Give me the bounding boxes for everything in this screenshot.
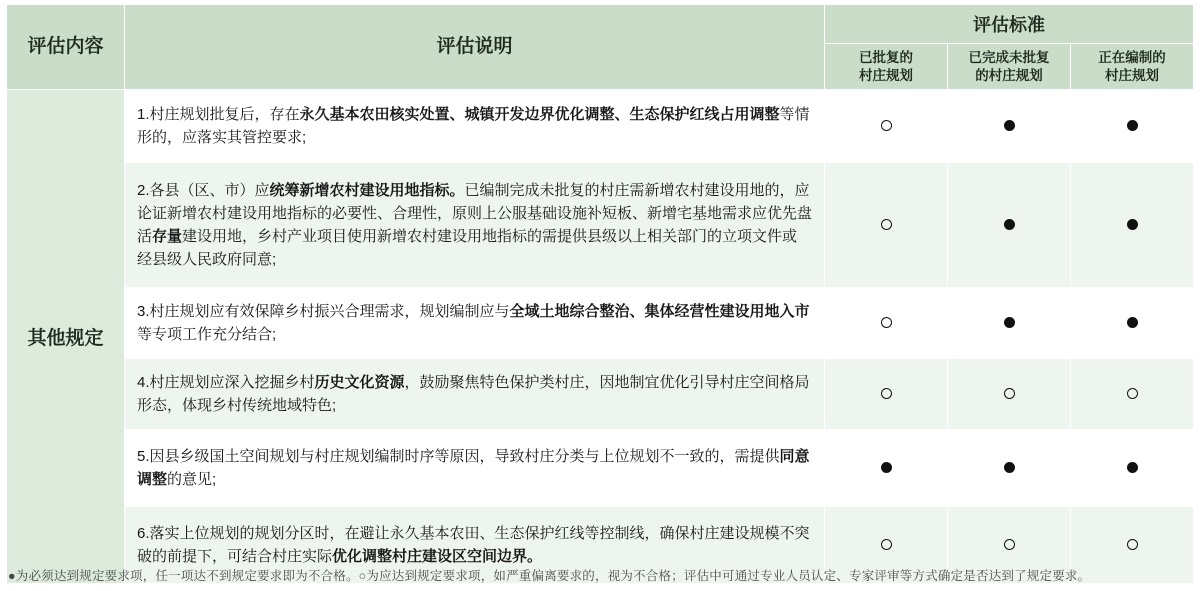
- row-mark: [1071, 90, 1194, 163]
- row-mark: [825, 430, 948, 507]
- row-description: 2.各县（区、市）应统筹新增农村建设用地指标。已编制完成未批复的村庄需新增农村建设用地的，应论证新增农村建设用地指标的必要性、合理性，原则上公服基础设施补短板、新增宅基地需求应优先盘活存量建设用地，乡村产业项目使用新增农村建设用地指标的需提供县级以上相关部门的立项文件或经县级人民政府同意;: [125, 163, 825, 288]
- header-eval-description: 评估说明: [125, 5, 825, 90]
- table-row: [7, 90, 1194, 163]
- header-standard-approved-line1: 已批复的: [859, 50, 913, 65]
- row-mark: [948, 430, 1071, 507]
- header-standard-completed-unapproved-line2: 的村庄规划: [975, 67, 1043, 83]
- hollow-circle-icon: [1004, 539, 1015, 550]
- row-mark: [1071, 163, 1194, 288]
- document-page: [0, 4, 1200, 591]
- row-mark: [948, 359, 1071, 430]
- filled-circle-icon: [1004, 219, 1015, 230]
- row-mark: [948, 288, 1071, 359]
- row-description: 3.村庄规划应有效保障乡村振兴合理需求，规划编制应与全域土地综合整治、集体经营性建设用地入市等专项工作充分结合;: [125, 288, 825, 359]
- hollow-circle-icon: [881, 388, 892, 399]
- row-mark: [1071, 430, 1194, 507]
- table-footnote: [8, 568, 1192, 586]
- hollow-circle-icon: [881, 120, 892, 131]
- row-description: 5.因县乡级国土空间规划与村庄规划编制时序等原因，导致村庄分类与上位规划不一致的，需提供同意调整的意见;: [125, 430, 825, 507]
- table-row: [7, 288, 1194, 359]
- filled-circle-icon: [1004, 317, 1015, 328]
- header-standard-in-progress-line1: 正在编制的: [1098, 50, 1166, 65]
- footnote-text: ●为必须达到规定要求项，任一项达不到规定要求即为不合格。○为应达到规定要求项，如严重偏离要求的，视为不合格；评估中可通过专业人员认定、专家评审等方式确定是否达到了规定要求。: [8, 568, 1091, 583]
- hollow-circle-icon: [1127, 388, 1138, 399]
- header-standard-approved-line2: 村庄规划: [859, 67, 913, 83]
- evaluation-table: [6, 4, 1194, 584]
- row-description: 4.村庄规划应深入挖掘乡村历史文化资源，鼓励聚焦特色保护类村庄，因地制宜优化引导村庄空间格局形态，体现乡村传统地域特色;: [125, 359, 825, 430]
- header-eval-standard: 评估标准: [825, 5, 1194, 44]
- row-mark: [825, 288, 948, 359]
- filled-circle-icon: [1127, 462, 1138, 473]
- row-mark: [1071, 359, 1194, 430]
- table-row: [7, 359, 1194, 430]
- header-standard-approved: [825, 44, 948, 90]
- hollow-circle-icon: [1004, 388, 1015, 399]
- row-mark: [825, 163, 948, 288]
- hollow-circle-icon: [881, 219, 892, 230]
- filled-circle-icon: [1127, 219, 1138, 230]
- filled-circle-icon: [1004, 120, 1015, 131]
- table-header: [7, 5, 1194, 90]
- table-header-row-1: [7, 5, 1194, 44]
- row-group-label: 其他规定: [7, 90, 125, 584]
- filled-circle-icon: [1127, 120, 1138, 131]
- row-mark: [948, 90, 1071, 163]
- header-standard-in-progress-line2: 村庄规划: [1105, 67, 1159, 83]
- table-body: [7, 90, 1194, 584]
- filled-circle-icon: [1004, 462, 1015, 473]
- filled-circle-icon: [1127, 317, 1138, 328]
- row-mark: [948, 163, 1071, 288]
- header-standard-in-progress: [1071, 44, 1194, 90]
- row-mark: [825, 359, 948, 430]
- row-description: 6.落实上位规划的规划分区时，在避让永久基本农田、生态保护红线等控制线，确保村庄建设规模不突破的前提下，可结合村庄实际优化调整村庄建设区空间边界。: [125, 507, 825, 584]
- header-standard-completed-unapproved: [948, 44, 1071, 90]
- row-mark: [1071, 288, 1194, 359]
- hollow-circle-icon: [1127, 539, 1138, 550]
- header-eval-content: 评估内容: [7, 5, 125, 90]
- hollow-circle-icon: [881, 317, 892, 328]
- header-standard-completed-unapproved-line1: 已完成未批复: [968, 50, 1050, 65]
- row-description: 1.村庄规划批复后，存在永久基本农田核实处置、城镇开发边界优化调整、生态保护红线占用调整等情形的，应落实其管控要求;: [125, 90, 825, 163]
- filled-circle-icon: [881, 462, 892, 473]
- row-mark: [825, 90, 948, 163]
- table-row: [7, 430, 1194, 507]
- hollow-circle-icon: [881, 539, 892, 550]
- table-row: [7, 163, 1194, 288]
